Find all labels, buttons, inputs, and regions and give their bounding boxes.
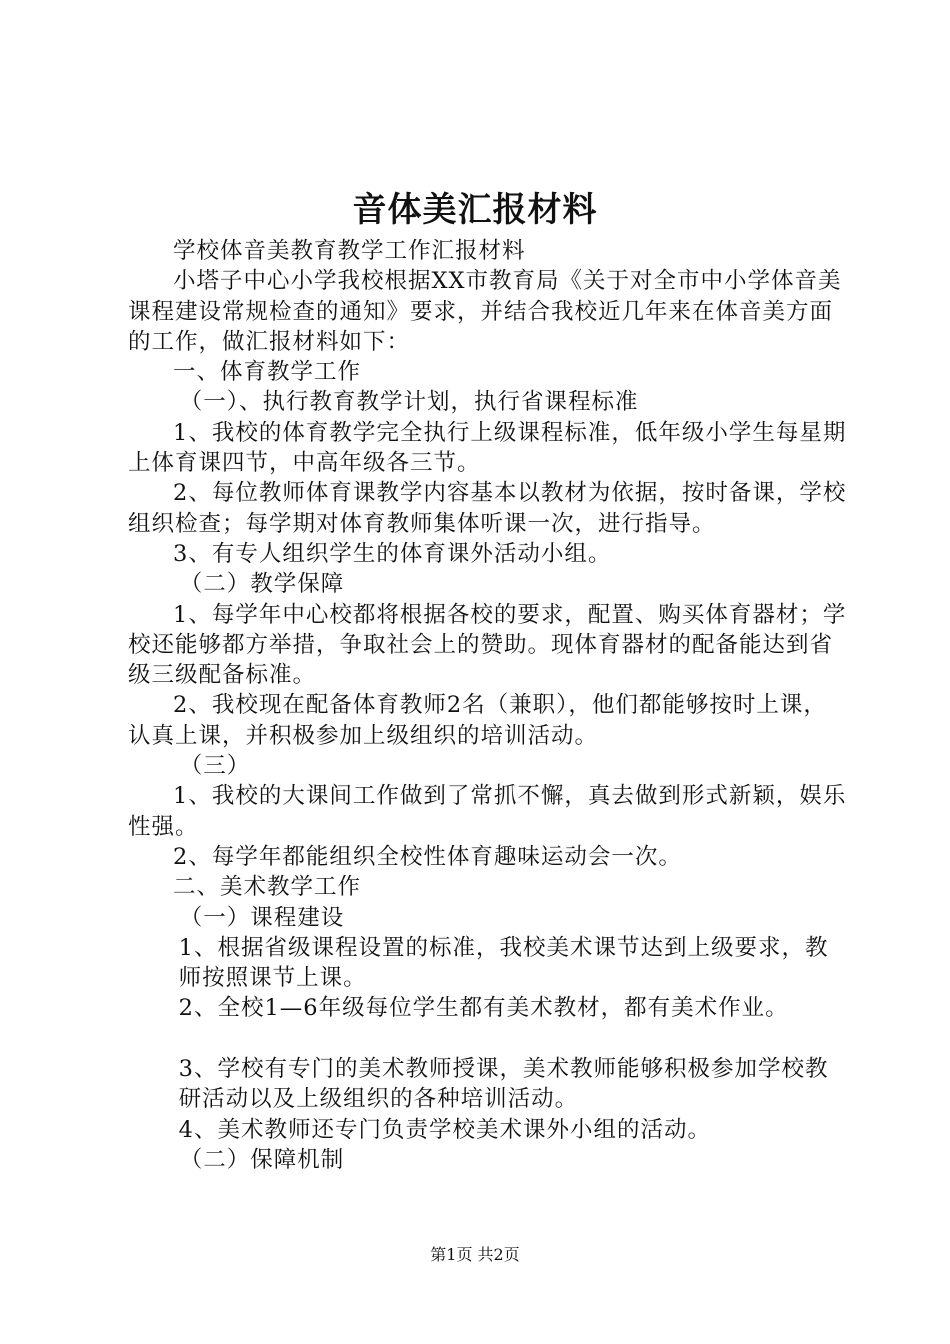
section-heading-pe: 一、体育教学工作 [173,359,362,386]
page-title: 音体美汇报材料 [352,190,598,230]
subsection-heading: （二）教学保障 [179,571,345,598]
blank-line [128,1024,848,1054]
list-item: 1、我校的大课间工作做到了常抓不懈，真去做到形式新颖，娱乐性强。 [128,783,847,840]
list-item: 1、我校的体育教学完全执行上级课程标准，低年级小学生每星期上体育课四节，中高年级各三节。 [128,419,847,477]
list-item: 1、根据省级课程设置的标准，我校美术课节达到上级要求，教师按照课节上课。 [178,934,829,992]
subsection-heading: （三） [179,753,251,780]
list-item: 1、每学年中心校都将根据各校的要求，配置、购买体育器材；学校还能够都方举措，争取社会上的赞助。现体育器材的配备能达到省级三级配备标准。 [128,601,847,689]
list-item: 2、每位教师体育课教学内容基本以教材为依据，按时备课，学校组织检查；每学期对体育教师集体听课一次，进行指导。 [128,480,847,537]
subtitle-paragraph: 学校体音美教育教学工作汇报材料 [173,238,526,264]
subsection-heading: （一）、执行教育教学计划，执行省课程标准 [179,389,639,416]
subsection-heading: （一）课程建设 [179,904,345,931]
list-item: 2、我校现在配备体育教师2名（兼职），他们都能够按时上课，认真上课，并积极参加上级组织的培训活动。 [128,692,827,749]
section-heading-art: 二、美术教学工作 [173,874,362,901]
list-item: 2、每学年都能组织全校性体育趣味运动会一次。 [173,843,682,870]
page-footer: 第1页 共2页 [430,1245,520,1264]
subsection-heading: （二）保障机制 [179,1146,345,1173]
list-item: 3、有专人组织学生的体育课外活动小组。 [173,540,612,567]
document-body [128,236,848,1175]
intro-paragraph: 小塔子中心小学我校根据XX市教育局《关于对全市中小学体音美课程建设常规检查的通知》要求，并结合我校近几年来在体音美方面的工作，做汇报材料如下： [128,268,842,355]
list-item: 2、全校1—6年级每位学生都有美术教材，都有美术作业。 [178,995,789,1022]
list-item: 3、学校有专门的美术教师授课，美术教师能够积极参加学校教研活动以及上级组织的各种培训活动。 [178,1056,829,1113]
list-item: 4、美术教师还专门负责学校美术课外小组的活动。 [178,1116,711,1143]
